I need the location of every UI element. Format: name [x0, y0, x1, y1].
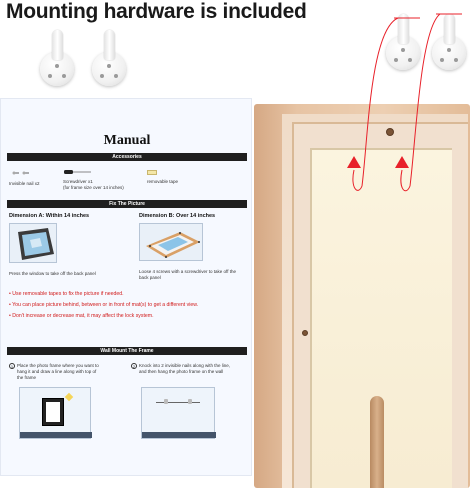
dimension-b-label: Dimension B: Over 14 inches [139, 213, 216, 219]
step-2-number: 2 [132, 364, 136, 369]
step-1-line-3: the frame [17, 375, 37, 380]
step-1-line-2: hang it and draw a line along with top of [17, 369, 97, 374]
step-2-illustration [141, 387, 215, 439]
dimension-a-illustration [9, 223, 57, 263]
step-1-illustration [19, 387, 91, 439]
screwdriver-icon [63, 168, 93, 176]
step-2-line-1: Knock into 2 invisible nails along with the line, [139, 363, 231, 368]
hook-icon [40, 30, 76, 90]
note-3-text: Don't increase or decrease mat, it may affect the lock system. [12, 313, 154, 319]
dimension-a-label: Dimension A: Within 14 inches [9, 213, 90, 219]
hook-icon [92, 30, 128, 90]
dimension-b-caption-2: back panel [139, 275, 161, 280]
red-arrow-icon [340, 0, 470, 200]
frame-stand [370, 396, 384, 488]
step-1-number: 1 [10, 364, 14, 369]
step-2-line-2: and then hang the photo frame on the wall [139, 369, 224, 374]
frame-dowel [302, 330, 308, 336]
headline: Mounting hardware is included [6, 0, 307, 23]
step-1-line-1: Place the photo frame where you want to [17, 363, 99, 368]
wall-mount-bar: Wall Mount The Frame [7, 347, 247, 355]
dimension-a-caption: Press the window to take off the back panel [9, 271, 96, 276]
manual-title: Manual [103, 133, 151, 148]
manual-card [0, 98, 252, 476]
note-2-text: You can place picture behind, between or in front of mat(s) to get a different view. [12, 302, 199, 308]
accessories-bar: Accessories [7, 153, 247, 161]
note-1: • Use removable tapes to fix the picture if needed. [9, 291, 124, 297]
accessory-nail-label: Invisible nail x2 [9, 181, 40, 186]
tape-icon [147, 170, 157, 175]
accessory-screwdriver-sub: (for frame size over 14 inches) [63, 185, 124, 190]
note-2: • You can place picture behind, between or in front of mat(s) to get a different view. [9, 302, 199, 308]
fix-picture-bar: Fix The Picture [7, 200, 247, 208]
note-3: • Don't increase or decrease mat, it may affect the lock system. [9, 313, 154, 319]
nail-icon [11, 167, 33, 179]
dimension-b-illustration [139, 223, 203, 261]
accessory-tape-label: removable tape [147, 179, 179, 184]
dimension-b-caption-1: Loose 4 screws with a screwdriver to take off the [139, 269, 236, 274]
accessory-screwdriver-label: Screwdriver x1 [63, 179, 93, 184]
note-1-text: Use removable tapes to fix the picture if needed. [12, 291, 124, 297]
